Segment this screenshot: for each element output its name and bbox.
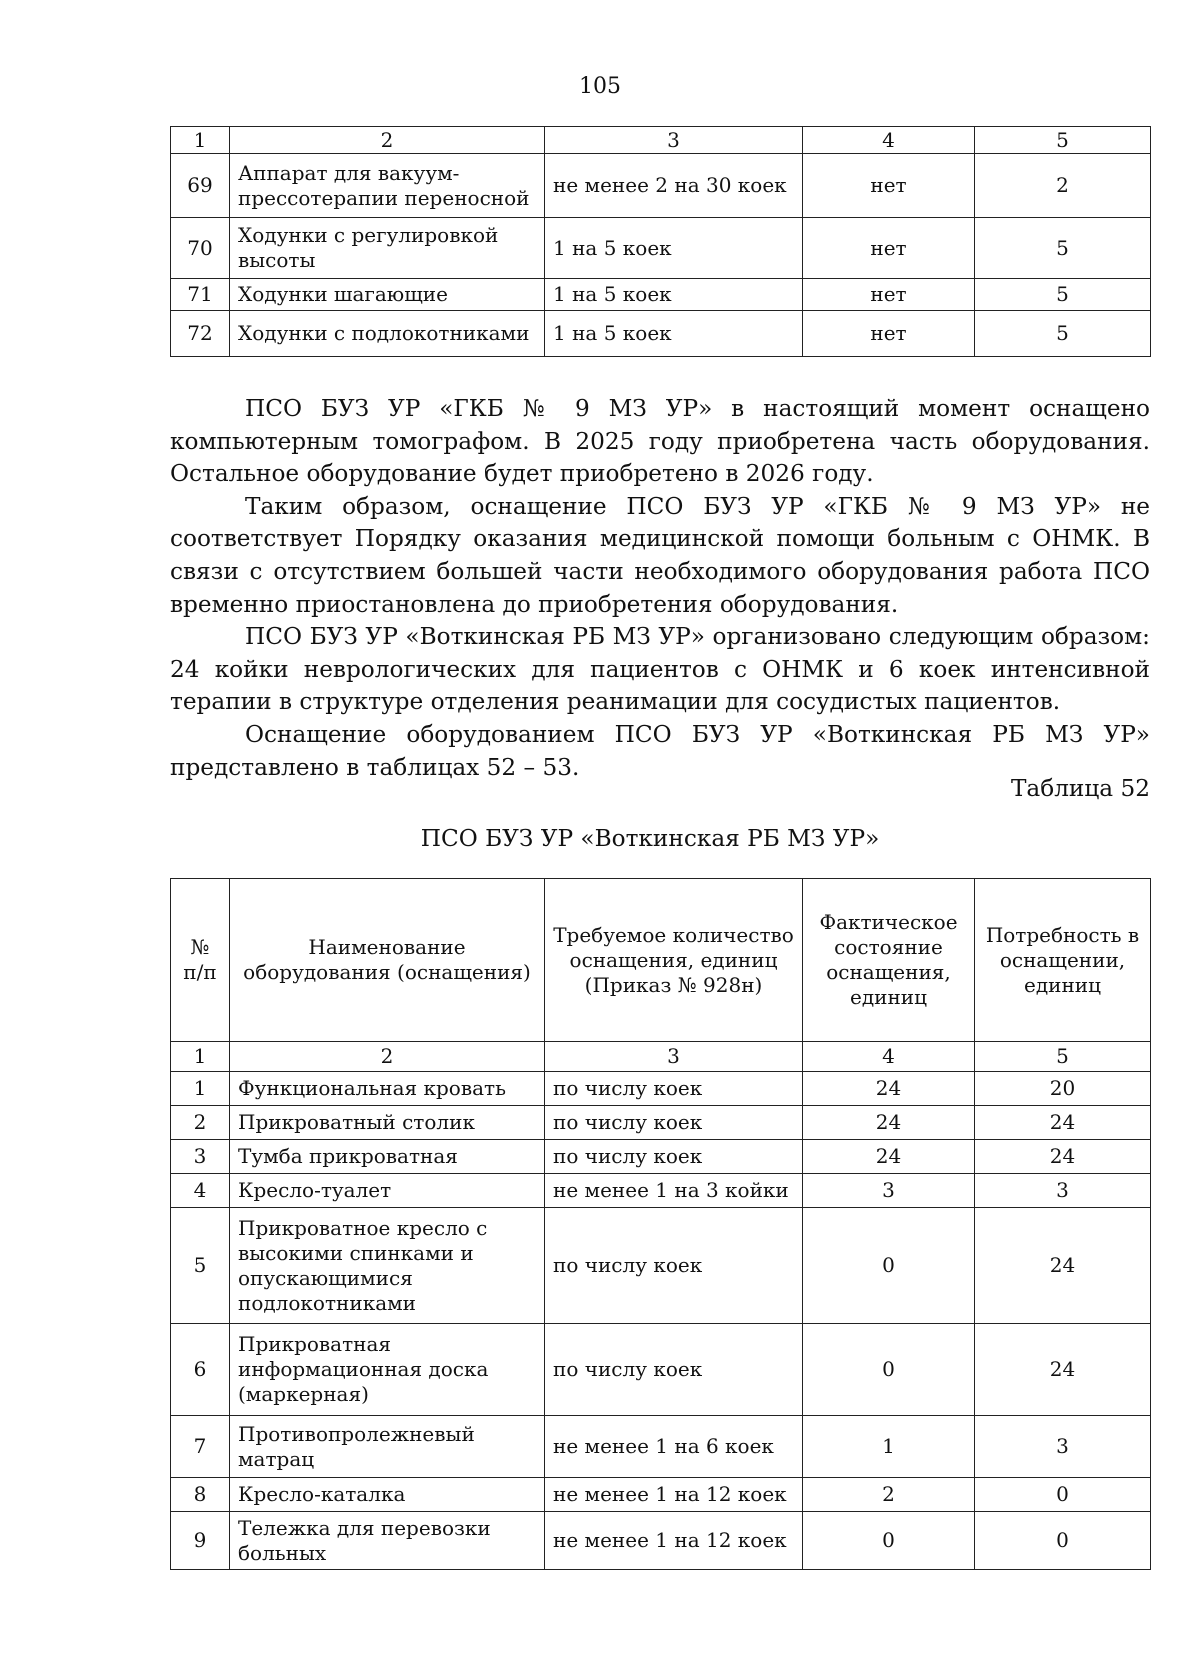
- equipment-name: Противопролежневый матрац: [230, 1416, 545, 1478]
- required-quantity: не менее 1 на 6 коек: [545, 1416, 803, 1478]
- required-quantity: не менее 1 на 12 коек: [545, 1512, 803, 1570]
- equipment-name: Функциональная кровать: [230, 1072, 545, 1106]
- equipment-name: Ходунки с подлокотниками: [230, 311, 545, 357]
- table-row: [171, 311, 1151, 357]
- needed-quantity: 5: [975, 279, 1151, 311]
- column-header: Потребность в оснащении, единиц: [975, 879, 1151, 1042]
- actual-quantity: 2: [803, 1478, 975, 1512]
- needed-quantity: 0: [975, 1512, 1151, 1570]
- equipment-name: Тележка для перевозки больных: [230, 1512, 545, 1570]
- actual-quantity: нет: [803, 311, 975, 357]
- needed-quantity: 24: [975, 1208, 1151, 1324]
- required-quantity: по числу коек: [545, 1208, 803, 1324]
- column-number: 3: [545, 127, 803, 154]
- actual-quantity: 0: [803, 1208, 975, 1324]
- table-row: [171, 1106, 1151, 1140]
- column-number: 4: [803, 127, 975, 154]
- needed-quantity: 24: [975, 1324, 1151, 1416]
- equipment-name: Аппарат для вакуум-прессотерапии переносной: [230, 154, 545, 218]
- page-number: 105: [579, 74, 621, 99]
- needed-quantity: 2: [975, 154, 1151, 218]
- actual-quantity: 24: [803, 1072, 975, 1106]
- row-number: 3: [171, 1140, 230, 1174]
- actual-quantity: 3: [803, 1174, 975, 1208]
- paragraph: ПСО БУЗ УР «ГКБ № 9 МЗ УР» в настоящий момент оснащено компьютерным томографом. В 2025 году приобретена часть оборудования. Остальное оборудование будет приобретено в 2026 году.: [170, 395, 1150, 488]
- actual-quantity: 1: [803, 1416, 975, 1478]
- actual-quantity: нет: [803, 154, 975, 218]
- table-row: [171, 218, 1151, 279]
- needed-quantity: 24: [975, 1106, 1151, 1140]
- table-row: [171, 154, 1151, 218]
- row-number: 4: [171, 1174, 230, 1208]
- needed-quantity: 24: [975, 1140, 1151, 1174]
- required-quantity: по числу коек: [545, 1140, 803, 1174]
- required-quantity: не менее 2 на 30 коек: [545, 154, 803, 218]
- column-number: 3: [545, 1042, 803, 1072]
- required-quantity: 1 на 5 коек: [545, 311, 803, 357]
- row-number: 1: [171, 1072, 230, 1106]
- column-number: 5: [975, 127, 1151, 154]
- column-header: № п/п: [171, 879, 230, 1042]
- row-number: 7: [171, 1416, 230, 1478]
- row-number: 5: [171, 1208, 230, 1324]
- row-number: 70: [171, 218, 230, 279]
- table-row: [171, 1174, 1151, 1208]
- needed-quantity: 5: [975, 218, 1151, 279]
- required-quantity: по числу коек: [545, 1106, 803, 1140]
- equipment-table-52: [170, 878, 1151, 1570]
- column-number: 5: [975, 1042, 1151, 1072]
- needed-quantity: 3: [975, 1174, 1151, 1208]
- row-number: 6: [171, 1324, 230, 1416]
- table-row: [171, 1416, 1151, 1478]
- required-quantity: не менее 1 на 12 коек: [545, 1478, 803, 1512]
- needed-quantity: 3: [975, 1416, 1151, 1478]
- column-number-row: [171, 1042, 1151, 1072]
- column-header: Фактическое состояние оснащения, единиц: [803, 879, 975, 1042]
- actual-quantity: нет: [803, 279, 975, 311]
- required-quantity: по числу коек: [545, 1072, 803, 1106]
- column-number: 2: [230, 1042, 545, 1072]
- column-number: 4: [803, 1042, 975, 1072]
- equipment-name: Кресло-каталка: [230, 1478, 545, 1512]
- column-number: 2: [230, 127, 545, 154]
- actual-quantity: 0: [803, 1324, 975, 1416]
- actual-quantity: 0: [803, 1512, 975, 1570]
- paragraph: Оснащение оборудованием ПСО БУЗ УР «Воткинская РБ МЗ УР» представлено в таблицах 52 – 53.: [170, 720, 1150, 781]
- equipment-name: Кресло-туалет: [230, 1174, 545, 1208]
- equipment-name: Прикроватное кресло с высокими спинками и опускающимися подлокотниками: [230, 1208, 545, 1324]
- equipment-name: Ходунки с регулировкой высоты: [230, 218, 545, 279]
- body-text: [170, 393, 1150, 784]
- row-number: 69: [171, 154, 230, 218]
- row-number: 72: [171, 311, 230, 357]
- paragraph: Таким образом, оснащение ПСО БУЗ УР «ГКБ № 9 МЗ УР» не соответствует Порядку оказания медицинской помощи больным с ОНМК. В связи с отсутствием большей части необходимого оборудования работа ПСО временно приостановлена до приобретения оборудования.: [170, 492, 1150, 618]
- actual-quantity: 24: [803, 1106, 975, 1140]
- column-number: 1: [171, 1042, 230, 1072]
- needed-quantity: 20: [975, 1072, 1151, 1106]
- table-label: Таблица 52: [1010, 775, 1150, 802]
- table-row: [171, 1324, 1151, 1416]
- column-number-row: [171, 127, 1151, 154]
- paragraph: ПСО БУЗ УР «Воткинская РБ МЗ УР» организовано следующим образом: 24 койки неврологических для пациентов с ОНМК и 6 коек интенсивной терапии в структуре отделения реанимации для сосудистых пациентов.: [170, 623, 1150, 716]
- column-number: 1: [171, 127, 230, 154]
- actual-quantity: нет: [803, 218, 975, 279]
- table-row: [171, 1478, 1151, 1512]
- table-row: [171, 279, 1151, 311]
- table-header-row: [171, 879, 1151, 1042]
- equipment-name: Прикроватный столик: [230, 1106, 545, 1140]
- required-quantity: не менее 1 на 3 койки: [545, 1174, 803, 1208]
- row-number: 71: [171, 279, 230, 311]
- row-number: 8: [171, 1478, 230, 1512]
- table-title: ПСО БУЗ УР «Воткинская РБ МЗ УР»: [420, 825, 880, 852]
- column-header: Требуемое количество оснащения, единиц (Приказ № 928н): [545, 879, 803, 1042]
- needed-quantity: 0: [975, 1478, 1151, 1512]
- row-number: 2: [171, 1106, 230, 1140]
- equipment-name: Прикроватная информационная доска (маркерная): [230, 1324, 545, 1416]
- table-row: [171, 1512, 1151, 1570]
- table-row: [171, 1208, 1151, 1324]
- equipment-name: Ходунки шагающие: [230, 279, 545, 311]
- required-quantity: 1 на 5 коек: [545, 218, 803, 279]
- needed-quantity: 5: [975, 311, 1151, 357]
- required-quantity: по числу коек: [545, 1324, 803, 1416]
- equipment-table-continued: [170, 126, 1151, 357]
- row-number: 9: [171, 1512, 230, 1570]
- equipment-name: Тумба прикроватная: [230, 1140, 545, 1174]
- table-row: [171, 1072, 1151, 1106]
- table-row: [171, 1140, 1151, 1174]
- actual-quantity: 24: [803, 1140, 975, 1174]
- column-header: Наименование оборудования (оснащения): [230, 879, 545, 1042]
- required-quantity: 1 на 5 коек: [545, 279, 803, 311]
